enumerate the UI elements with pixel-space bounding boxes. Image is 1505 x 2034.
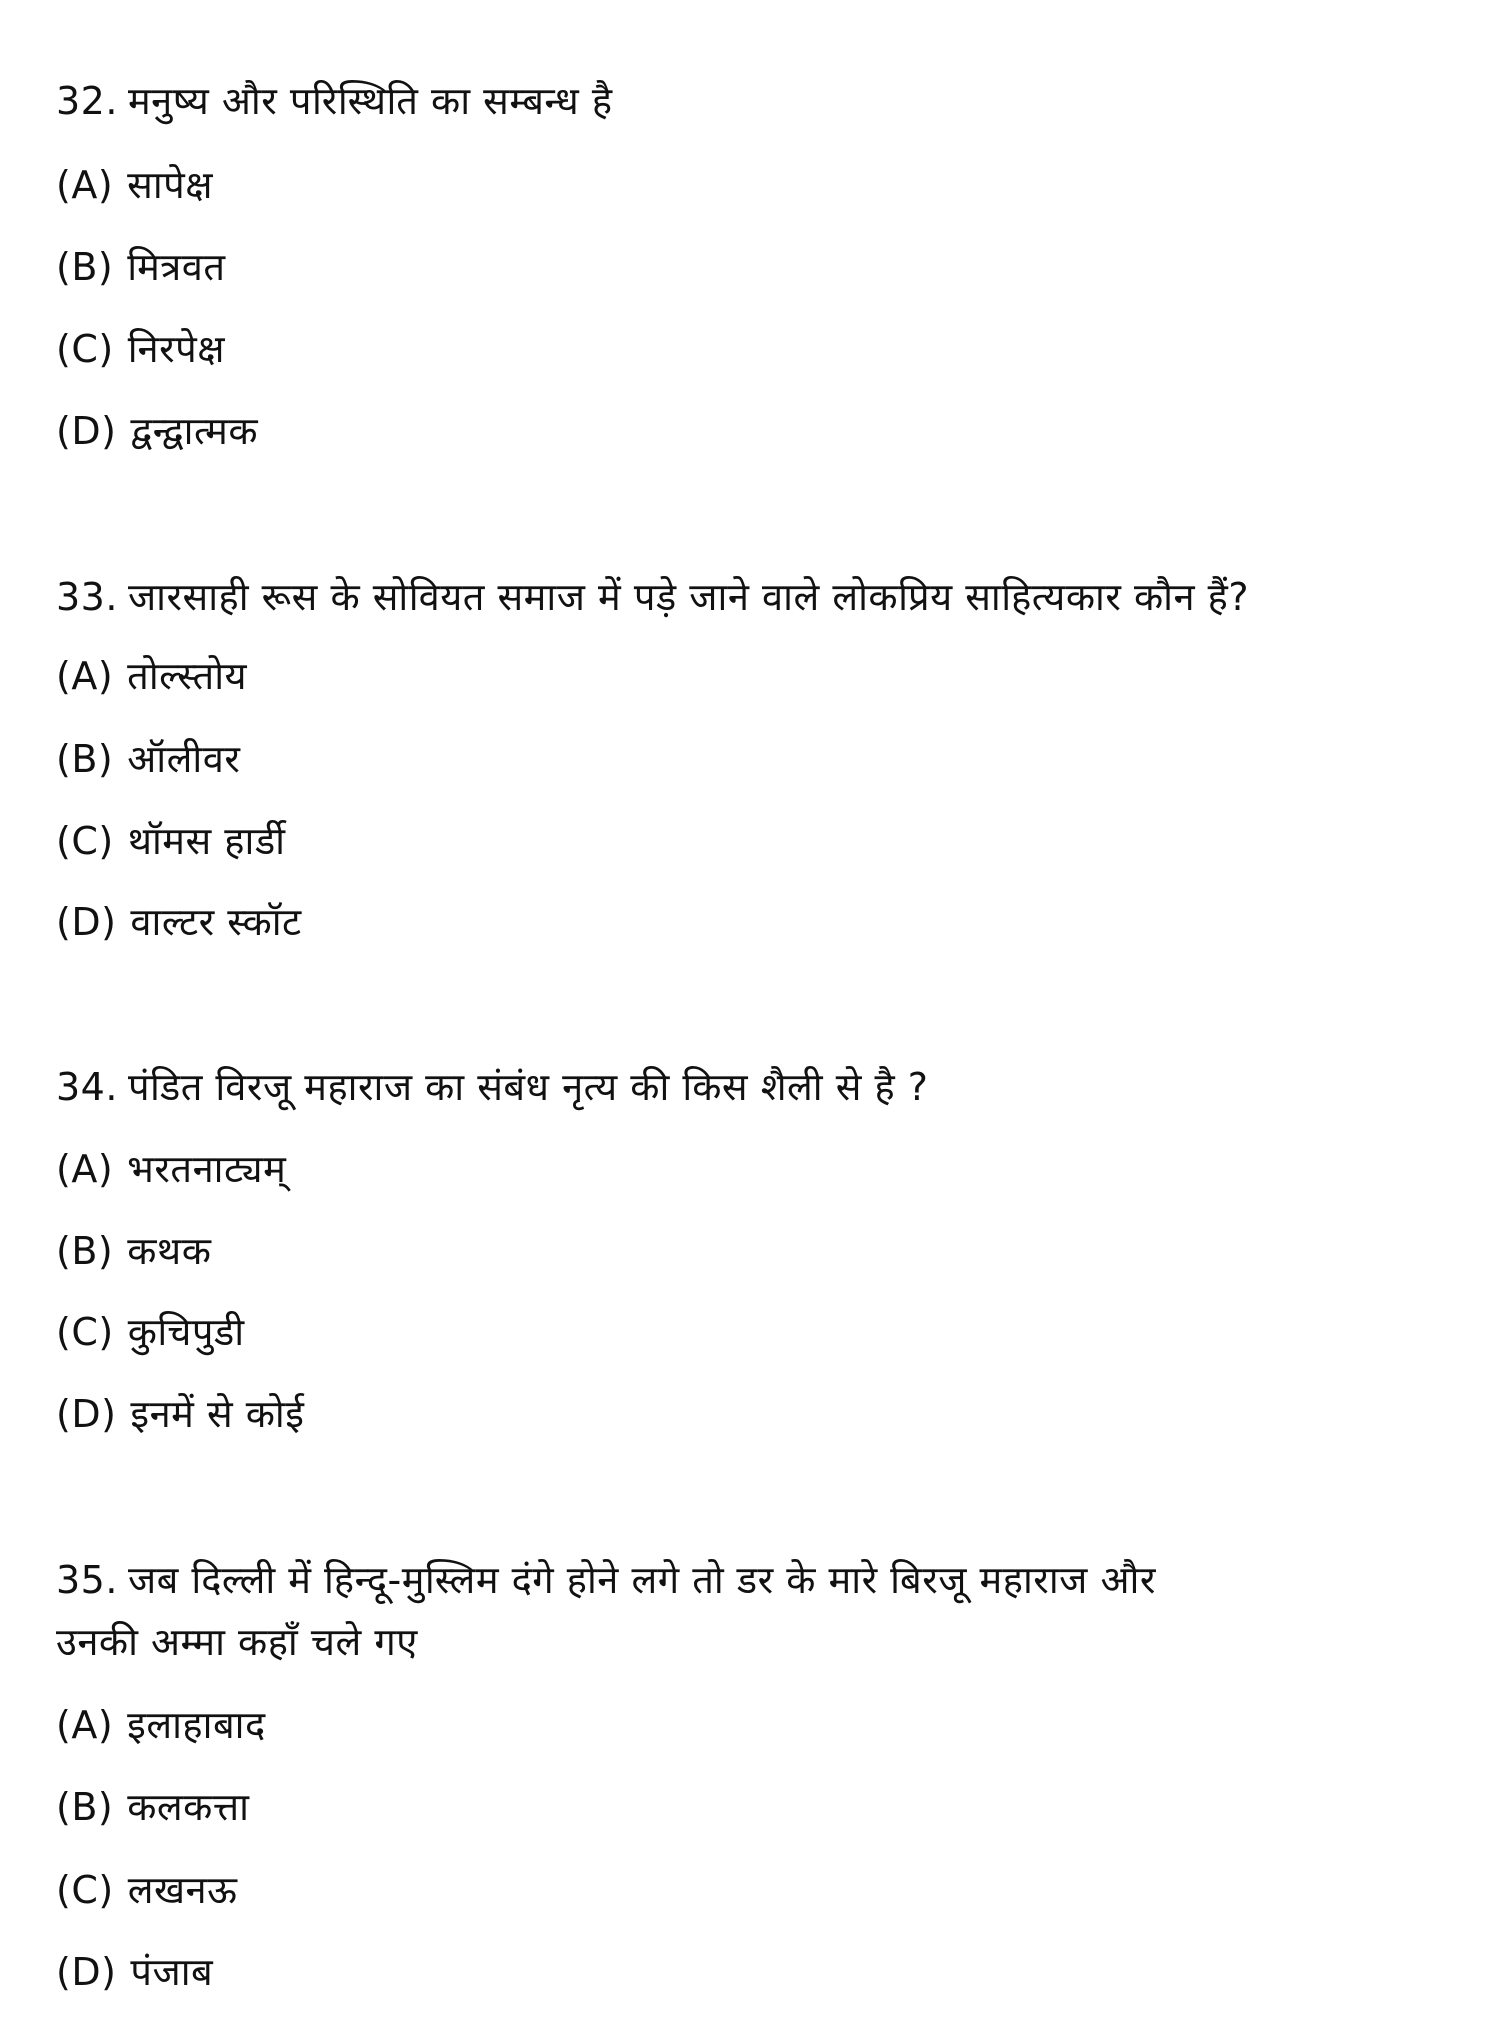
option-text: वाल्टर स्कॉट bbox=[130, 900, 302, 944]
option-label: (C) bbox=[56, 1310, 114, 1354]
option-33-c[interactable] bbox=[56, 815, 286, 867]
option-text: निरपेक्ष bbox=[127, 327, 225, 371]
option-label: (A) bbox=[56, 1703, 114, 1747]
option-label: (D) bbox=[56, 409, 117, 453]
question-32 bbox=[56, 75, 613, 127]
option-33-b[interactable] bbox=[56, 733, 240, 785]
option-label: (B) bbox=[56, 1785, 114, 1829]
option-label: (B) bbox=[56, 737, 114, 781]
option-text: कथक bbox=[127, 1229, 212, 1273]
option-text: कलकत्ता bbox=[127, 1785, 250, 1829]
option-text: तोल्स्तोय bbox=[127, 654, 248, 698]
option-text: लखनऊ bbox=[127, 1868, 238, 1912]
question-34 bbox=[56, 1061, 928, 1113]
option-35-c[interactable] bbox=[56, 1864, 237, 1916]
option-text: मित्रवत bbox=[127, 245, 226, 289]
option-text: थॉमस हार्डी bbox=[127, 819, 286, 863]
option-label: (C) bbox=[56, 327, 114, 371]
option-label: (A) bbox=[56, 654, 114, 698]
option-text: पंजाब bbox=[130, 1950, 214, 1994]
option-label: (D) bbox=[56, 1950, 117, 1994]
option-32-b[interactable] bbox=[56, 241, 226, 293]
question-33 bbox=[56, 571, 1249, 623]
option-text: द्वन्द्वात्मक bbox=[130, 409, 259, 453]
option-text: सापेक्ष bbox=[127, 163, 214, 207]
option-text: ऑलीवर bbox=[127, 737, 241, 781]
question-number: 35. bbox=[56, 1558, 118, 1602]
option-32-c[interactable] bbox=[56, 323, 225, 375]
option-text: इलाहाबाद bbox=[127, 1703, 266, 1747]
option-34-d[interactable] bbox=[56, 1388, 304, 1440]
question-text: मनुष्य और परिस्थिति का सम्बन्ध है bbox=[127, 79, 613, 123]
option-text: इनमें से कोई bbox=[130, 1392, 305, 1436]
option-33-a[interactable] bbox=[56, 650, 247, 702]
option-label: (A) bbox=[56, 1147, 114, 1191]
option-35-d[interactable] bbox=[56, 1946, 213, 1998]
option-34-c[interactable] bbox=[56, 1306, 245, 1358]
option-32-a[interactable] bbox=[56, 159, 213, 211]
option-32-d[interactable] bbox=[56, 405, 258, 457]
option-label: (B) bbox=[56, 1229, 114, 1273]
question-35-continued bbox=[56, 1616, 418, 1668]
option-label: (C) bbox=[56, 1868, 114, 1912]
option-label: (D) bbox=[56, 1392, 117, 1436]
option-label: (A) bbox=[56, 163, 114, 207]
option-34-b[interactable] bbox=[56, 1225, 211, 1277]
question-text-line-1: जब दिल्ली में हिन्दू-मुस्लिम दंगे होने लगे तो डर के मारे बिरजू महाराज और bbox=[127, 1558, 1156, 1602]
option-35-b[interactable] bbox=[56, 1781, 249, 1833]
option-label: (B) bbox=[56, 245, 114, 289]
option-label: (D) bbox=[56, 900, 117, 944]
option-text: भरतनाट्यम् bbox=[127, 1147, 287, 1191]
option-33-d[interactable] bbox=[56, 896, 302, 948]
question-number: 32. bbox=[56, 79, 118, 123]
question-number: 33. bbox=[56, 575, 118, 619]
option-35-a[interactable] bbox=[56, 1699, 266, 1751]
question-text-line-2: उनकी अम्मा कहाँ चले गए bbox=[56, 1620, 418, 1664]
question-text: पंडित विरजू महाराज का संबंध नृत्य की किस शैली से है ? bbox=[127, 1065, 929, 1109]
option-label: (C) bbox=[56, 819, 114, 863]
option-34-a[interactable] bbox=[56, 1143, 286, 1195]
question-text: जारसाही रूस के सोवियत समाज में पड़े जाने वाले लोकप्रिय साहित्यकार कौन हैं? bbox=[127, 575, 1250, 619]
question-number: 34. bbox=[56, 1065, 118, 1109]
question-35 bbox=[56, 1554, 1156, 1606]
option-text: कुचिपुडी bbox=[127, 1310, 245, 1354]
